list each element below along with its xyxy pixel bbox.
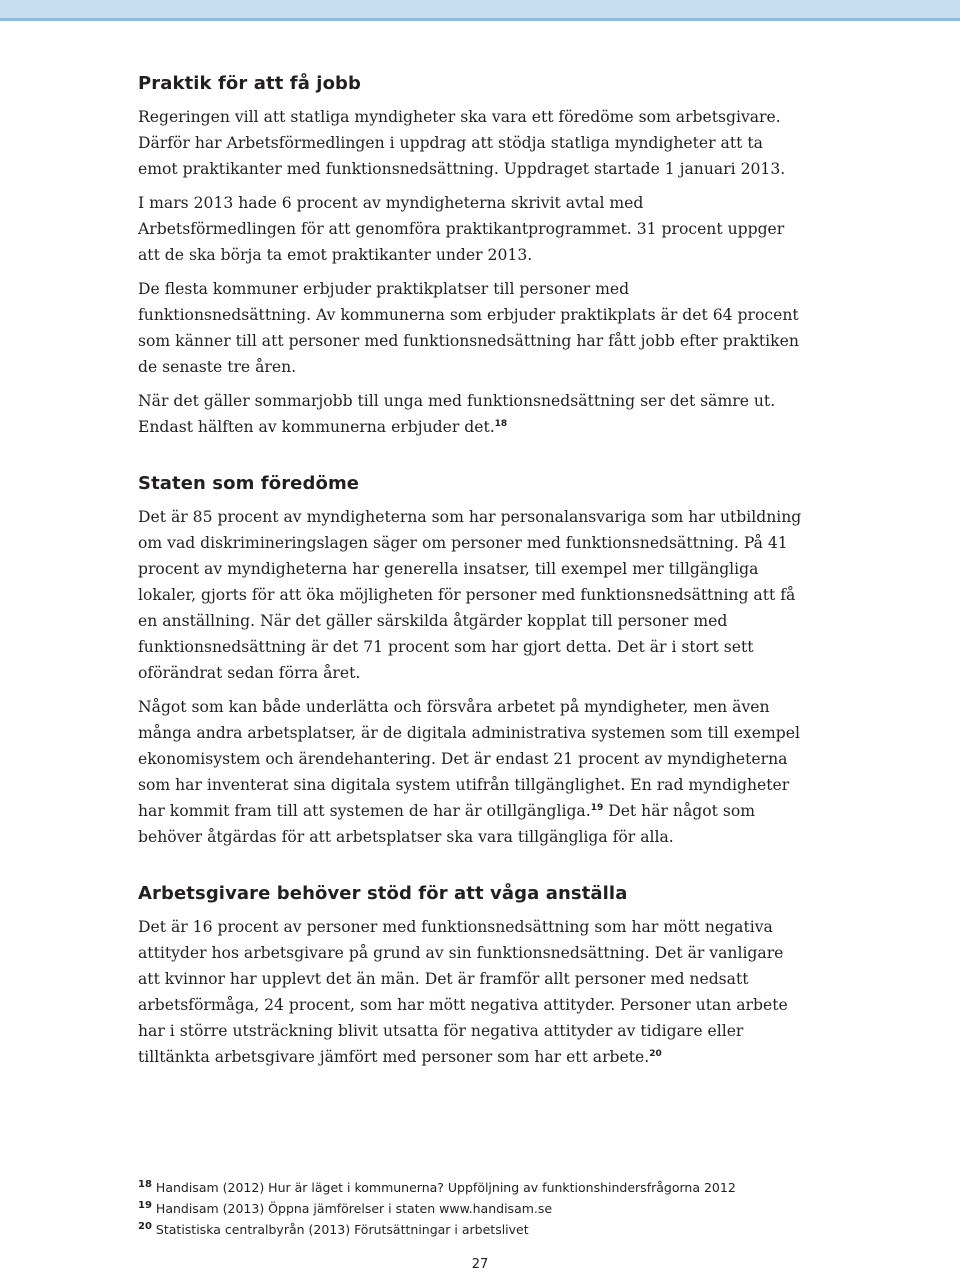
body-paragraph: Något som kan både underlätta och försvåra arbetet på myndigheter, men även många andra arbetsplatser, är de digitala administrativa systemen som till exempel ekonomisystem och ärendehantering. Det är endast 21 procent av myndigheterna som har inventerat sina digitala system utifrån tillgänglighet. En rad myndigheter har kommit fram till att systemen de har är otillgängliga.$^{19}$ Det här något som behöver åtgärdas för att arbetsplatser ska vara tillgängliga för alla. [138,698,800,846]
footnote-number: 18 [138,1178,152,1190]
section-arbetsgivare [138,882,806,1070]
top-color-band [0,0,960,18]
body-paragraph: I mars 2013 hade 6 procent av myndigheterna skrivit avtal med Arbetsförmedlingen för att genomföra praktikantprogrammet. 31 procent uppger att de ska börja ta emot praktikanter under 2013. [138,194,785,264]
section-heading: Staten som föredöme [138,473,360,494]
body-paragraph: När det gäller sommarjobb till unga med funktionsnedsättning ser det sämre ut. Endast hälften av kommunerna erbjuder det.$^{18}$ [138,392,776,436]
footnote-number: 20 [138,1220,152,1232]
section-heading: Praktik för att få jobb [138,73,362,94]
section-heading: Arbetsgivare behöver stöd för att våga anställa [138,883,628,904]
body-paragraph: Det är 16 procent av personer med funktionsnedsättning som har mött negativa attityder hos arbetsgivare på grund av sin funktionsnedsättning. Det är vanligare att kvinnor har upplevt det än män. Det är framför allt personer med nedsatt arbetsförmåga, 24 procent, som har mött negativa attityder. Personer utan arbete har i större utsträckning blivit utsatta för negativa attityder av tidigare eller tilltänkta arbetsgivare jämfört med personer som har ett arbete.$^{20}$ [138,918,788,1066]
footnote-number: 19 [138,1199,152,1211]
section-staten [138,472,806,850]
footnote-text: Handisam (2013) Öppna jämförelser i staten www.handisam.se [155,1201,553,1216]
footnote-text: Handisam (2012) Hur är läget i kommunerna? Uppföljning av funktionshindersfrågorna 2012 [155,1180,736,1195]
body-paragraph: Regeringen vill att statliga myndigheter ska vara ett föredöme som arbetsgivare. Därför har Arbetsförmedlingen i uppdrag att stödja statliga myndigheter att ta emot praktikanter med funktionsnedsättning. Uppdraget startade 1 januari 2013. [138,108,786,178]
footnote [138,1198,838,1219]
top-color-band-edge [0,18,960,21]
footnote-reference: 19 [590,802,604,813]
footnote-reference: 20 [649,1048,662,1059]
footnotes [138,1177,838,1240]
body-paragraph: De flesta kommuner erbjuder praktikplatser till personer med funktionsnedsättning. Av kommunerna som erbjuder praktikplats är det 64 procent som känner till att personer med funktionsnedsättning har fått jobb efter praktiken de senaste tre åren. [138,280,799,376]
page-number: 27 [471,1257,489,1272]
footnote [138,1219,838,1240]
body-paragraph: Det är 85 procent av myndigheterna som har personalansvariga som har utbildning om vad diskrimineringslagen säger om personer med funktionsnedsättning. På 41 procent av myndigheterna har generella insatser, till exempel mer tillgängliga lokaler, gjorts för att öka möjligheten för personer med funktionsnedsättning att få en anställning. När det gäller särskilda åtgärder kopplat till personer med funktionsnedsättning är det 71 procent som har gjort detta. Det är i stort sett oförändrat sedan förra året. [138,508,802,682]
footnote-text: Statistiska centralbyrån (2013) Förutsättningar i arbetslivet [155,1222,529,1237]
footnote-reference: 18 [494,418,508,429]
page-content [138,72,806,1102]
footnote [138,1177,838,1198]
section-praktik [138,72,806,440]
